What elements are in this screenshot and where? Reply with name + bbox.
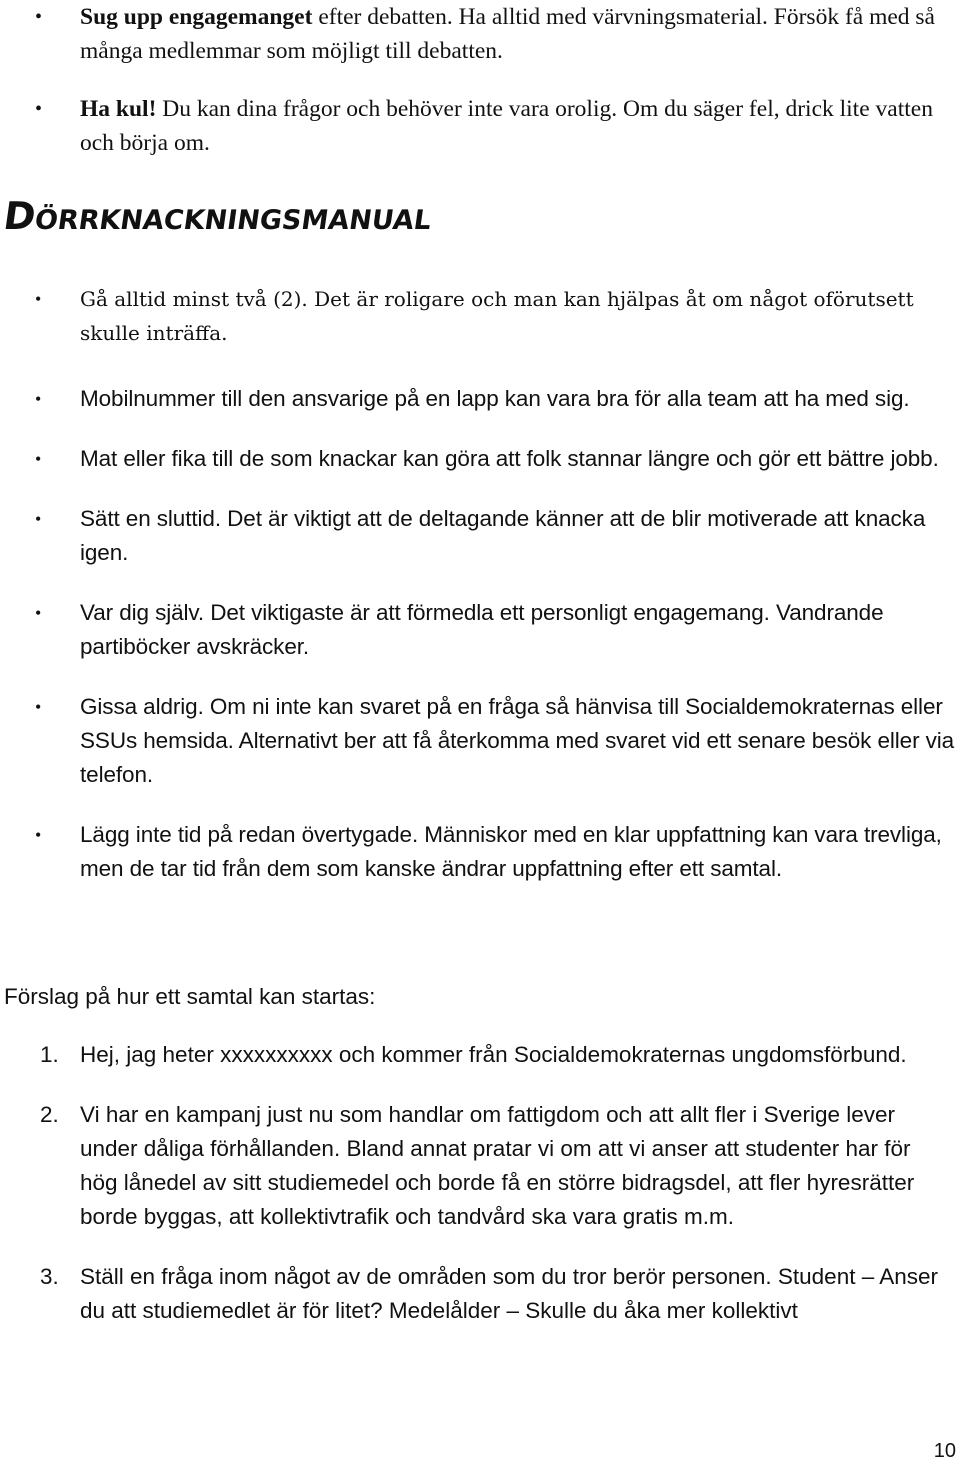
- list-item: [0, 442, 960, 476]
- list-item: [0, 596, 960, 664]
- bullet-icon: •: [35, 289, 42, 309]
- list-item: [0, 282, 960, 350]
- item-text: Var dig själv. Det viktigaste är att förmedla ett personligt engagemang. Vandrande partiböcker avskräcker.: [80, 600, 884, 659]
- section-heading: Dörrknackningsmanual: [0, 194, 435, 238]
- step-number: 3.: [40, 1264, 59, 1289]
- bullet-icon: •: [35, 449, 42, 469]
- step-number: 2.: [40, 1102, 59, 1127]
- step-text: Hej, jag heter xxxxxxxxxx och kommer från Socialdemokraternas ungdomsförbund.: [80, 1042, 907, 1067]
- bullet-icon: •: [35, 6, 43, 28]
- bullet-icon: •: [35, 98, 43, 120]
- step-number: 1.: [40, 1042, 59, 1067]
- bullet-icon: •: [35, 697, 42, 717]
- list-item: [0, 0, 960, 68]
- step-item: [0, 1260, 960, 1328]
- item-text: Gissa aldrig. Om ni inte kan svaret på en fråga så hänvisa till Socialdemokraternas eller SSUs hemsida. Alternativt ber att få återkomma med svaret vid ett senare besök eller via telefon.: [80, 694, 955, 787]
- item-text: Gå alltid minst två (2). Det är roligare och man kan hjälpas åt om något oförutsett skulle inträffa.: [80, 287, 914, 345]
- item-bold-lead: Sug upp engagemanget: [80, 4, 313, 30]
- step-item: [0, 1098, 960, 1234]
- list-item: [0, 382, 960, 416]
- item-text: Mat eller fika till de som knackar kan göra att folk stannar längre och gör ett bättre jobb.: [80, 446, 939, 471]
- item-text: Lägg inte tid på redan övertygade. Människor med en klar uppfattning kan vara trevliga, men de tar tid från dem som kanske ändrar uppfattning efter ett samtal.: [80, 822, 942, 881]
- top-bullet-list: [0, 0, 960, 160]
- bullet-icon: •: [35, 389, 42, 409]
- item-bold-lead: Ha kul!: [80, 96, 157, 122]
- item-text: Du kan dina frågor och behöver inte vara orolig. Om du säger fel, drick lite vatten och börja om.: [80, 96, 933, 156]
- list-item: [0, 690, 960, 792]
- step-text: Ställ en fråga inom något av de områden som du tror berör personen. Student – Anser du att studiemedlet är för litet? Medelålder – Skulle du åka mer kollektivt: [80, 1264, 939, 1323]
- page-number: 10: [933, 1440, 956, 1462]
- conversation-intro: Förslag på hur ett samtal kan startas:: [4, 984, 376, 1009]
- bullet-icon: •: [35, 825, 42, 845]
- list-item: [0, 502, 960, 570]
- bullet-icon: •: [35, 509, 42, 529]
- step-text: Vi har en kampanj just nu som handlar om fattigdom och att allt fler i Sverige lever under dåliga förhållanden. Bland annat pratar vi om att vi anser att studenter har för hög lånedel av sitt studiemedel och borde få en större bidragsdel, att fler hyresrätter borde byggas, att kollektivtrafik och tandvård ska vara gratis m.m.: [80, 1102, 915, 1229]
- bullet-icon: •: [35, 603, 42, 623]
- item-text: Mobilnummer till den ansvarige på en lapp kan vara bra för alla team att ha med sig.: [80, 386, 910, 411]
- tips-bullet-list: [0, 382, 960, 912]
- list-item: [0, 92, 960, 160]
- item-text: Sätt en sluttid. Det är viktigt att de deltagande känner att de blir motiverade att knacka igen.: [80, 506, 926, 565]
- manual-bullet-list: [0, 282, 960, 350]
- conversation-steps-list: [0, 1038, 960, 1354]
- item-text: efter debatten. Ha alltid med värvningsmaterial. Försök få med så många medlemmar som möjligt till debatten.: [80, 4, 935, 64]
- step-item: [0, 1038, 960, 1072]
- list-item: [0, 818, 960, 886]
